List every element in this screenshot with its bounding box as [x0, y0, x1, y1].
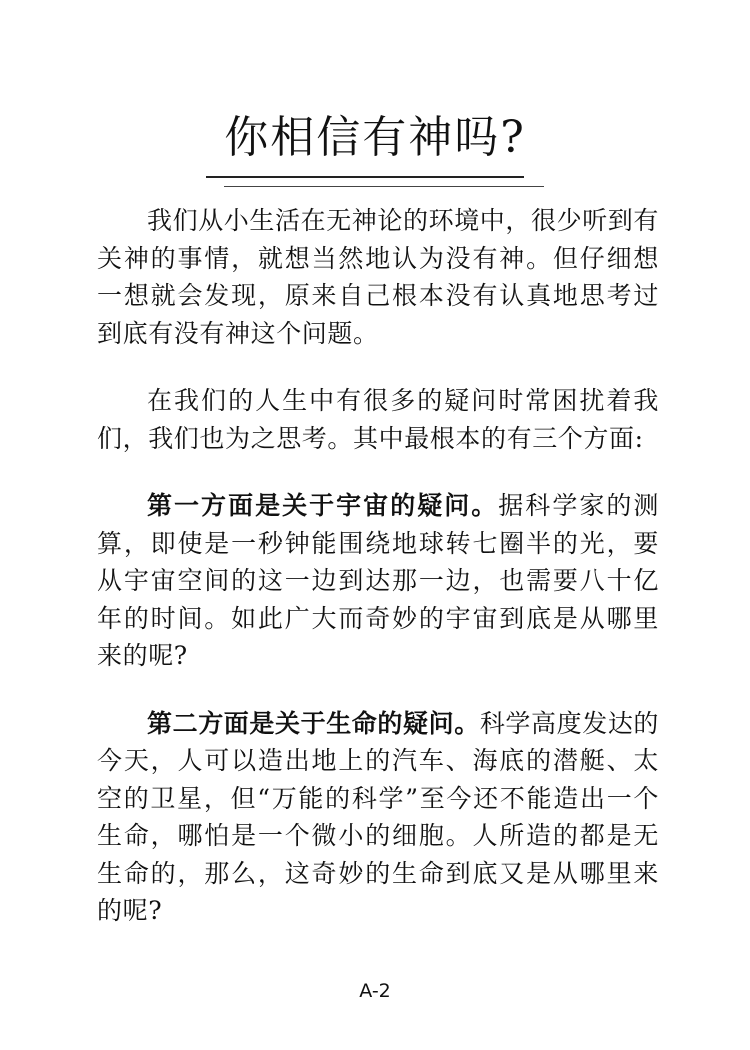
- paragraph-life: [97, 705, 659, 930]
- paragraph-intro: [97, 202, 659, 352]
- page-title: 你相信有神吗?: [224, 112, 526, 163]
- paragraph-text: 科学高度发达的今天，人可以造出地上的汽车、海底的潜艇、太空的卫星，但“万能的科学”至今还不能造出一个生命，哪怕是一个微小的细胞。人所造的都是无生命的，那么，这奇妙的生命到底又是从哪里来的呢?: [97, 708, 660, 925]
- paragraph-questions: [97, 382, 659, 457]
- page-number: A-2: [359, 980, 391, 1002]
- paragraph-text: 我们从小生活在无神论的环境中，很少听到有关神的事情，就想当然地认为没有神。但仔细想一想就会发现，原来自己根本没有认真地思考过到底有没有神这个问题。: [97, 206, 660, 348]
- paragraph-lead-heading: 第一方面是关于宇宙的疑问。: [147, 491, 499, 520]
- paragraph-lead-heading: 第二方面是关于生命的疑问。: [147, 708, 480, 738]
- title-underline-thin: [224, 186, 544, 187]
- paragraph-text: 据科学家的测算，即使是一秒钟能围绕地球转七圈半的光，要从宇宙空间的这一边到达那一边，也需要八十亿年的时间。如此广大而奇妙的宇宙到底是从哪里来的呢?: [97, 491, 659, 670]
- paragraph-text: 在我们的人生中有很多的疑问时常困扰着我们，我们也为之思考。其中最根本的有三个方面:: [97, 386, 659, 453]
- title-underline-thick: [206, 176, 524, 178]
- paragraph-universe: [97, 487, 659, 675]
- body-text: [97, 200, 659, 930]
